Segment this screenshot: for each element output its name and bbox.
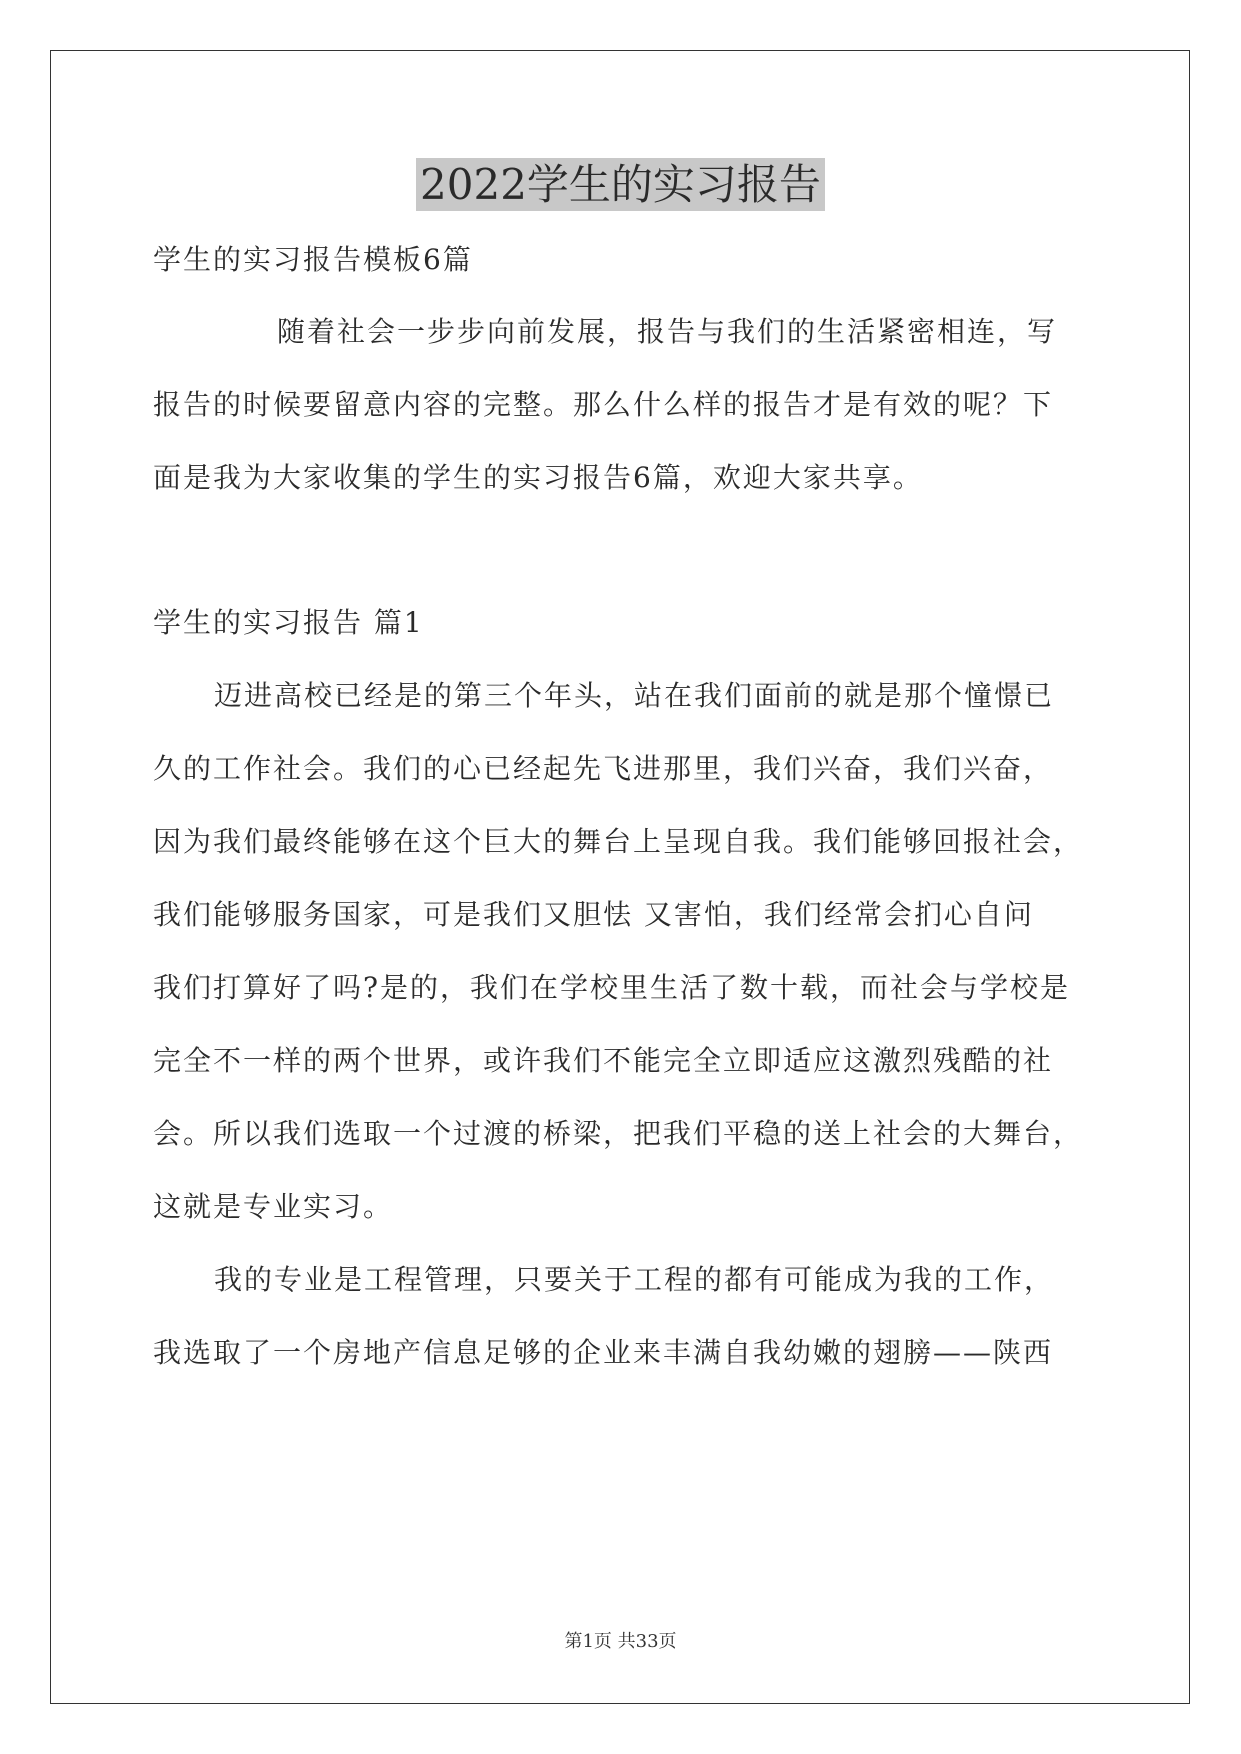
paragraph-line: 迈进高校已经是的第三个年头，站在我们面前的就是那个憧憬已 <box>214 679 1055 712</box>
paragraph-line: 完全不一样的两个世界，或许我们不能完全立即适应这激烈残酷的社 <box>153 1044 1054 1077</box>
page-border <box>50 50 1190 1704</box>
paragraph-line: 我选取了一个房地产信息足够的企业来丰满自我幼嫩的翅膀——陕西 <box>153 1336 1054 1369</box>
intro-line: 随着社会一步步向前发展，报告与我们的生活紧密相连，写 <box>277 315 1058 348</box>
intro-line: 报告的时候要留意内容的完整。那么什么样的报告才是有效的呢？下 <box>153 388 1054 421</box>
document-title <box>0 155 1241 215</box>
paragraph-line: 会。所以我们选取一个过渡的桥梁，把我们平稳的送上社会的大舞台， <box>153 1117 1084 1150</box>
document-title-text: 2022学生的实习报告 <box>416 158 825 211</box>
paragraph-line: 我们能够服务国家，可是我们又胆怯 又害怕，我们经常会扪心自问 <box>153 898 1034 931</box>
paragraph-line: 久的工作社会。我们的心已经起先飞进那里，我们兴奋，我们兴奋， <box>153 752 1054 785</box>
paragraph-line: 我的专业是工程管理，只要关于工程的都有可能成为我的工作， <box>214 1263 1055 1296</box>
intro-line: 面是我为大家收集的学生的实习报告6篇，欢迎大家共享。 <box>153 461 923 494</box>
page-footer: 第1页 共33页 <box>564 1631 677 1652</box>
paragraph-line: 这就是专业实习。 <box>153 1190 394 1223</box>
paragraph-line: 我们打算好了吗?是的，我们在学校里生活了数十载，而社会与学校是 <box>153 971 1071 1004</box>
paragraph-line: 因为我们最终能够在这个巨大的舞台上呈现自我。我们能够回报社会， <box>153 825 1084 858</box>
section-heading: 学生的实习报告 篇1 <box>153 606 424 639</box>
document-subtitle: 学生的实习报告模板6篇 <box>153 243 473 276</box>
